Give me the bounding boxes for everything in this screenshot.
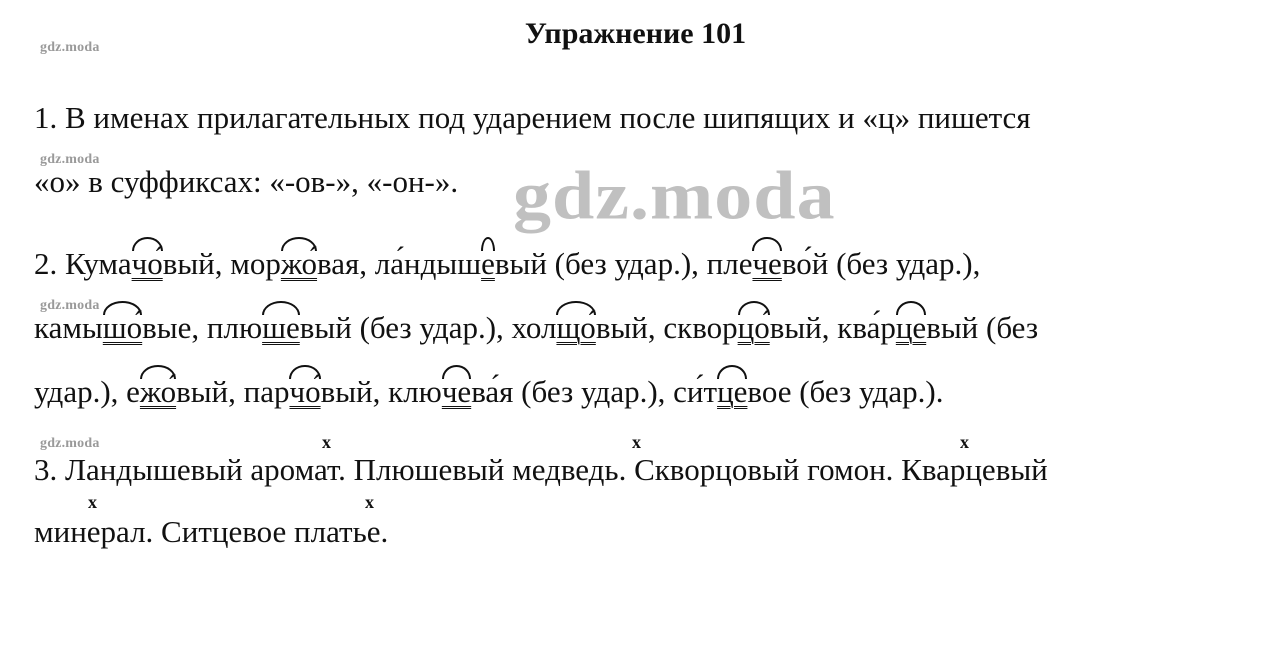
text-segment: ва́я (без удар.), си́т (471, 374, 718, 409)
suffix-arc (481, 244, 495, 284)
text-segment: вый (без (926, 310, 1039, 345)
rule-line-2: «о» в суффиксах: «-ов-», «-он-». (34, 164, 459, 199)
text-segment: вый (без удар.), пле (494, 246, 753, 281)
watermark-small: gdz.moda (40, 298, 100, 313)
stress-mark: x (960, 432, 969, 452)
text-segment: вый, ква́р (769, 310, 896, 345)
underlined-letter: че (752, 246, 782, 281)
stress-mark: x (322, 432, 331, 452)
suffix-arc (281, 244, 317, 284)
underlined-letter: чо́ (131, 246, 163, 281)
suffix-arc (896, 308, 926, 348)
watermark-small: gdz.moda (40, 152, 100, 167)
stress-mark: x (88, 492, 97, 512)
sentences-line-2: минерал. Ситцевое платье. (34, 514, 389, 549)
underlined-letter: це (717, 374, 748, 409)
underlined-letter: цо́ (737, 310, 770, 345)
suffix-arc (140, 372, 176, 412)
underlined-letter: це (895, 310, 927, 345)
suffix-arc (262, 308, 300, 348)
text-segment: вый, мор (162, 246, 281, 281)
watermark-large: gdz.moda (513, 158, 836, 234)
underlined-letter: шо́ (102, 310, 143, 345)
underlined-letter: ше (262, 310, 300, 345)
suffix-arc (717, 372, 747, 412)
text-segment: во́й (без удар.), (781, 246, 981, 281)
suffix-arc (752, 244, 781, 284)
page-title: Упражнение 101 (524, 17, 747, 50)
text-segment: вый, клю (320, 374, 442, 409)
text-segment: вый, пар (176, 374, 290, 409)
stress-mark: x (632, 432, 641, 452)
underlined-letter: жо́ (139, 374, 177, 409)
text-segment: вый (без удар.), хол (299, 310, 557, 345)
suffix-arc (132, 244, 163, 284)
suffix-arc (103, 308, 142, 348)
suffix-arc (556, 308, 595, 348)
text-segment: удар.), е (34, 374, 140, 409)
underlined-letter: че (441, 374, 472, 409)
words-line-1 (34, 244, 980, 284)
suffix-arc (738, 308, 770, 348)
words-line-3 (34, 372, 943, 412)
stress-mark: x (365, 492, 374, 512)
words-line-2 (34, 308, 1038, 348)
suffix-arc (289, 372, 320, 412)
text-segment: вое (без удар.). (747, 374, 944, 409)
watermark-small: gdz.moda (40, 436, 100, 451)
underlined-letter: чо́ (289, 374, 321, 409)
underlined-letter: що́ (556, 310, 596, 345)
text-segment: камы (34, 310, 103, 345)
underlined-letter: е (481, 246, 495, 281)
text-segment: вый, сквор (595, 310, 738, 345)
underlined-letter: жо́ (280, 246, 318, 281)
rule-line-1: 1. В именах прилагательных под ударением после шипящих и «ц» пишется (34, 100, 1031, 135)
text-segment: вая, ла́ндыш (317, 246, 482, 281)
watermark-small: gdz.moda (40, 40, 100, 55)
sentences-line-1: 3. Ландышевый аромат. Плюшевый медведь. Скворцовый гомон. Кварцевый (34, 452, 1048, 487)
suffix-arc (442, 372, 471, 412)
text-segment: вые, плю (142, 310, 263, 345)
text-segment: 2. Кума (34, 246, 132, 281)
